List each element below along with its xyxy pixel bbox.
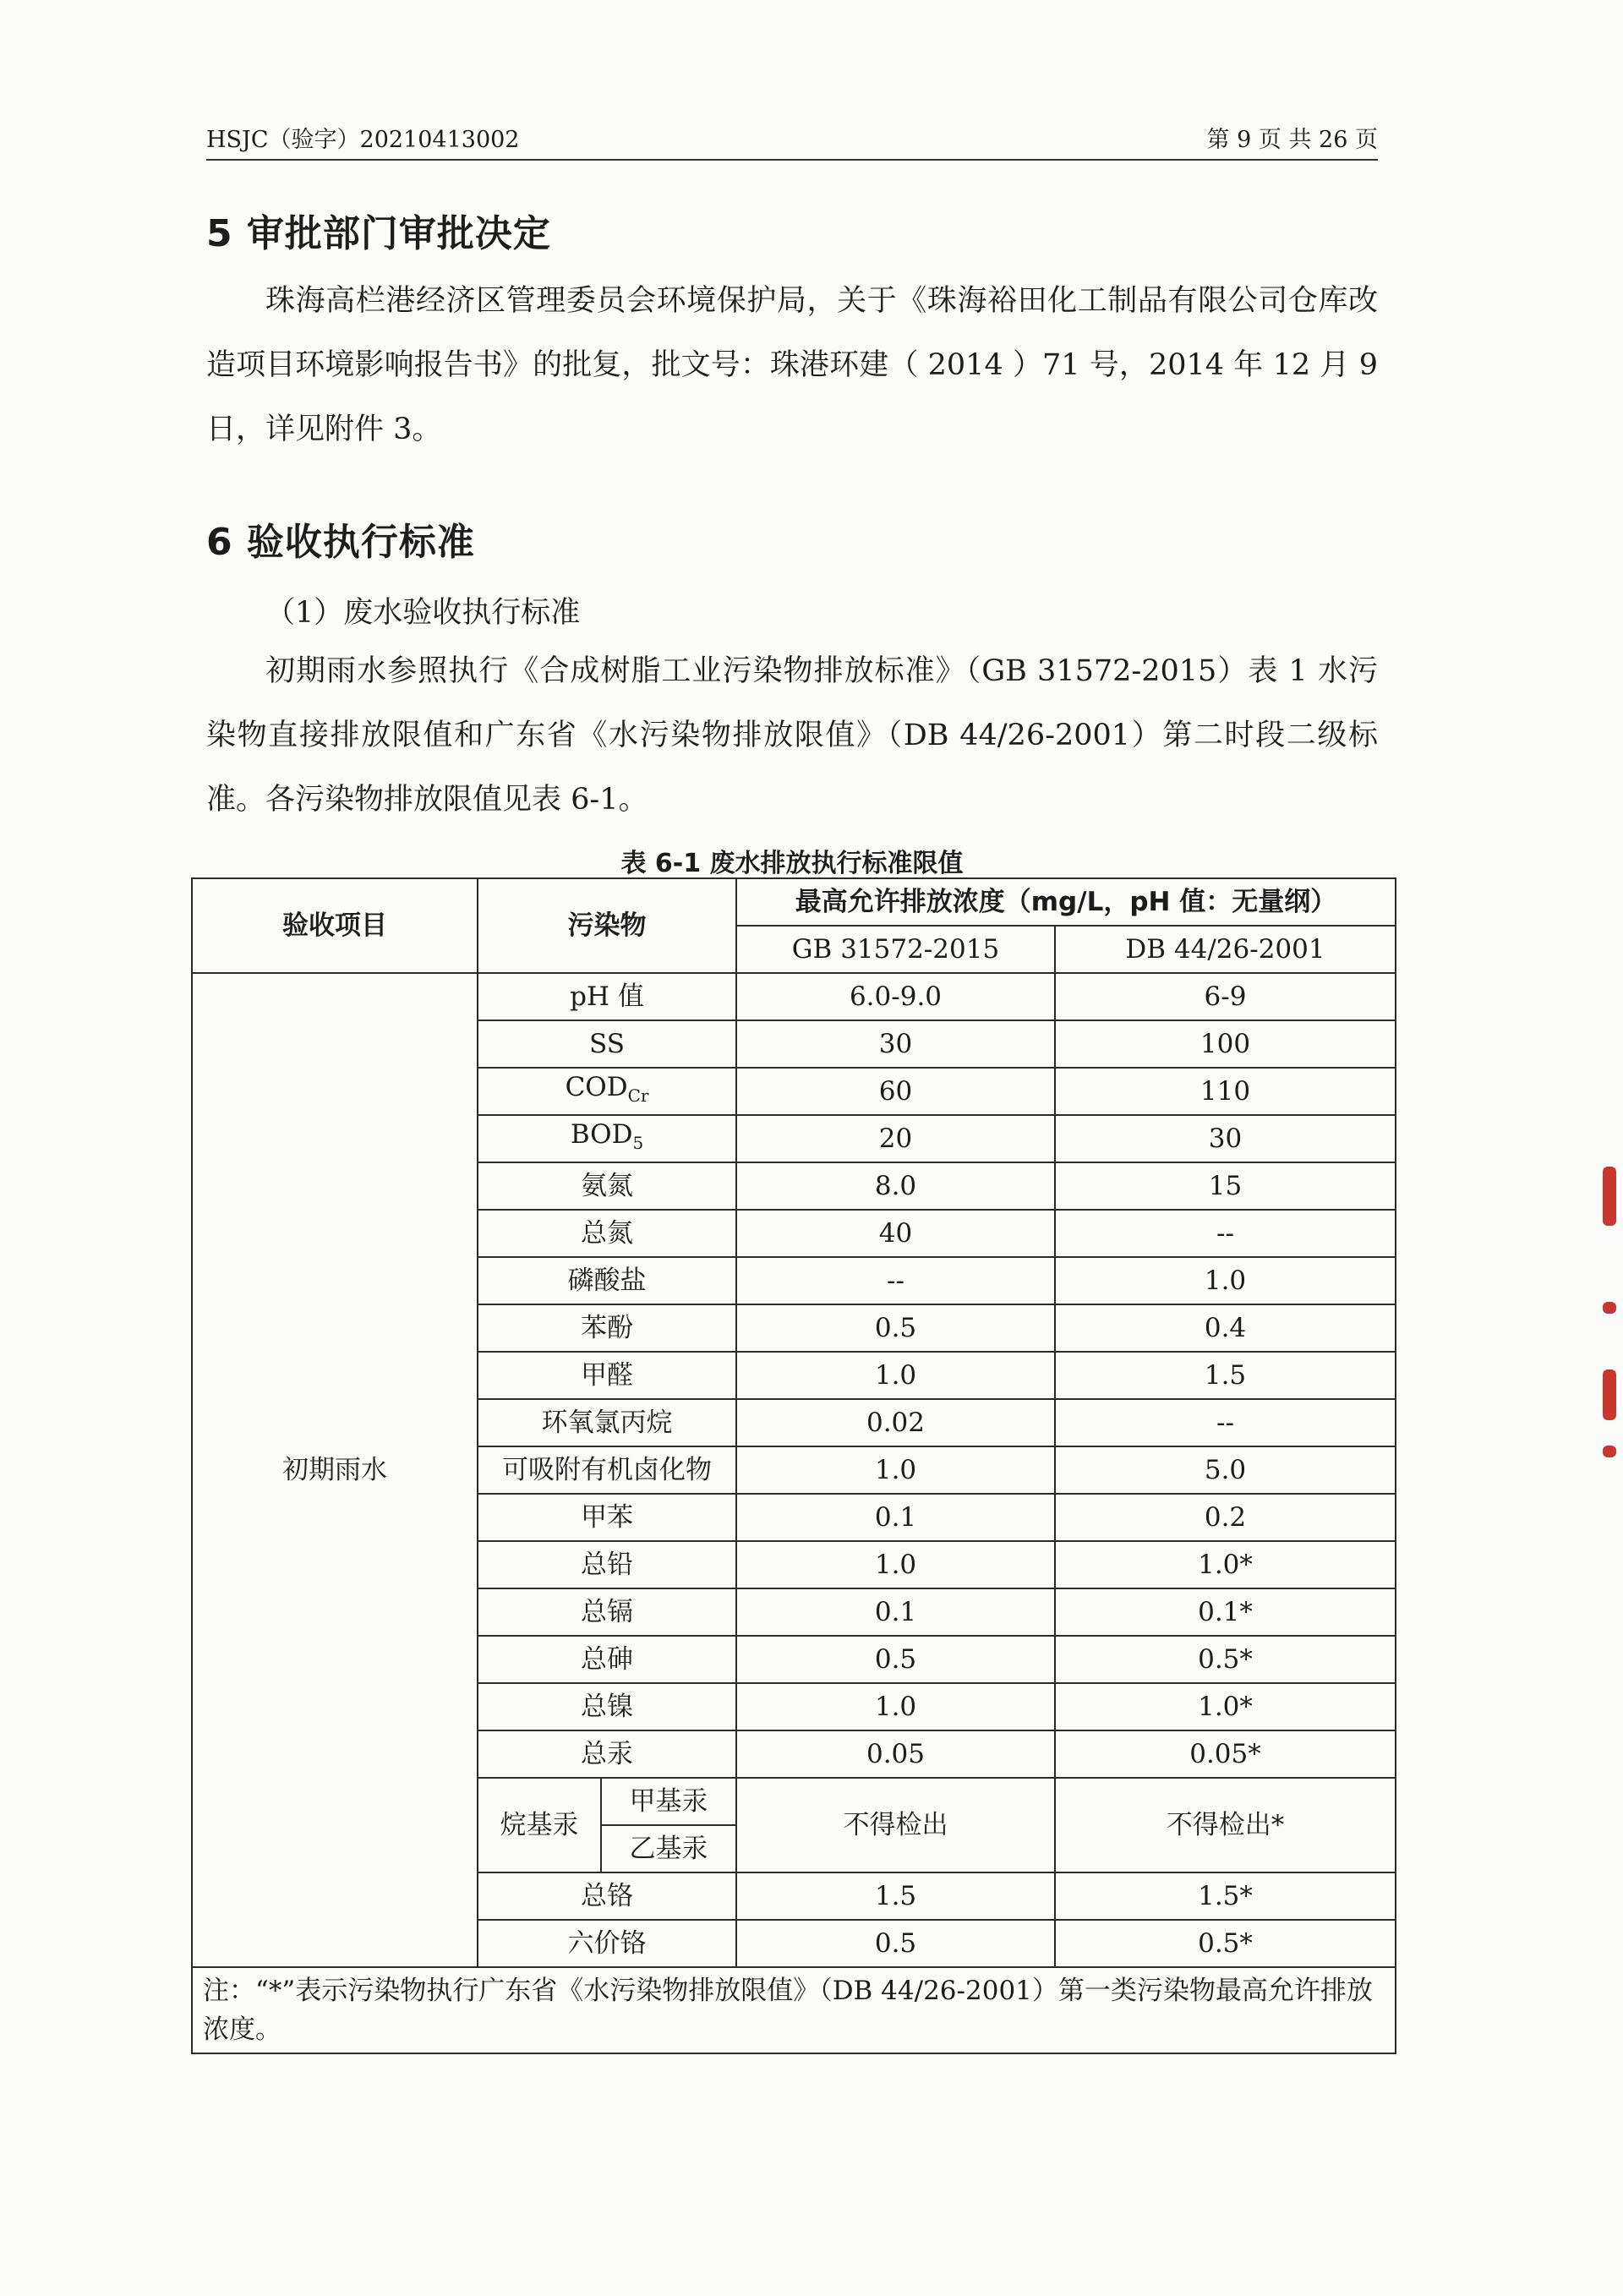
db-limit-value: 0.5*: [1055, 1636, 1396, 1683]
header-gb-standard: GB 31572-2015: [736, 926, 1055, 973]
db-limit-value: 1.0*: [1055, 1541, 1396, 1588]
page-header: [206, 123, 1378, 161]
seal-edge-mark: [1603, 1302, 1616, 1314]
pollutant-label: 总砷: [581, 1644, 633, 1675]
pollutant-label: 总铬: [581, 1881, 633, 1911]
gb-limit-value: 1.0: [736, 1352, 1055, 1399]
db-limit-value: --: [1055, 1399, 1396, 1446]
page-number: 第 9 页 共 26 页: [1206, 127, 1378, 153]
gb-limit-value: 0.5: [736, 1636, 1055, 1683]
methylmercury-name: 甲基汞: [601, 1778, 736, 1825]
db-limit-value: 0.2: [1055, 1494, 1396, 1541]
pollutant-name: [478, 1068, 736, 1115]
pollutant-label: 甲醛: [581, 1360, 633, 1391]
pollutant-label: 氨氮: [581, 1171, 633, 1201]
gb-limit-value: 8.0: [736, 1162, 1055, 1210]
gb-limit-value: --: [736, 1257, 1055, 1304]
gb-limit-value: 1.0: [736, 1446, 1055, 1494]
table-note: 注：“*”表示污染物执行广东省《水污染物排放限值》（DB 44/26-2001）第一类污染物最高允许排放浓度。: [192, 1967, 1396, 2053]
header-pollutant: 污染物: [478, 878, 736, 973]
db-limit-value: 1.5: [1055, 1352, 1396, 1399]
gb-limit-value: 0.02: [736, 1399, 1055, 1446]
db-limit-value: 100: [1055, 1020, 1396, 1068]
table-row: [192, 973, 1396, 1020]
db-limit-value: --: [1055, 1210, 1396, 1257]
pollutant-subscript: 5: [632, 1133, 644, 1154]
pollutant-name: [478, 1162, 736, 1210]
db-limit-value: 110: [1055, 1068, 1396, 1115]
header-item: 验收项目: [192, 878, 478, 973]
pollutant-name: [478, 1399, 736, 1446]
table-note-row: [192, 1967, 1396, 2053]
pollutant-name: [478, 1541, 736, 1588]
pollutant-name: [478, 1730, 736, 1778]
pollutant-label: 总铅: [581, 1550, 633, 1580]
gb-limit-value: 0.1: [736, 1588, 1055, 1636]
pollutant-label: 可吸附有机卤化物: [502, 1455, 712, 1485]
pollutant-label: 总汞: [581, 1739, 633, 1769]
ethylmercury-name: 乙基汞: [601, 1825, 736, 1872]
gb-limit-value: 30: [736, 1020, 1055, 1068]
db-limit-value: 0.4: [1055, 1304, 1396, 1352]
gb-limit-value: 0.1: [736, 1494, 1055, 1541]
pollutant-name: [478, 1494, 736, 1541]
pollutant-name: [478, 973, 736, 1020]
gb-limit-value: 不得检出: [736, 1778, 1055, 1872]
seal-edge-mark: [1603, 1446, 1616, 1457]
header-limit: 最高允许排放浓度（mg/L，pH 值：无量纲）: [736, 878, 1396, 926]
pollutant-name: [478, 1304, 736, 1352]
pollutant-label: 总镍: [581, 1692, 633, 1722]
gb-limit-value: 1.0: [736, 1683, 1055, 1730]
alkyl-mercury-group: 烷基汞: [478, 1778, 601, 1872]
db-limit-value: 0.05*: [1055, 1730, 1396, 1778]
pollutant-label: pH 值: [570, 981, 644, 1012]
db-limit-value: 6-9: [1055, 973, 1396, 1020]
table-header-row: [192, 878, 1396, 926]
standards-table: [191, 877, 1396, 2054]
seal-edge-mark: [1603, 1369, 1616, 1420]
pollutant-label: 苯酚: [581, 1313, 633, 1343]
pollutant-label: 磷酸盐: [567, 1266, 647, 1296]
gb-limit-value: 0.5: [736, 1304, 1055, 1352]
section-6-paragraph: 初期雨水参照执行《合成树脂工业污染物排放标准》（GB 31572-2015）表 1 水污染物直接排放限值和广东省《水污染物排放限值》（DB 44/26-2001）第二时段二级标准。各污染物排放限值见表 6-1。: [206, 654, 1378, 817]
pollutant-name: [478, 1446, 736, 1494]
db-limit-value: 0.1*: [1055, 1588, 1396, 1636]
gb-limit-value: 60: [736, 1068, 1055, 1115]
category-cell: 初期雨水: [192, 973, 478, 1967]
pollutant-label: 六价铬: [567, 1928, 647, 1959]
pollutant-name: [478, 1352, 736, 1399]
gb-limit-value: 1.0: [736, 1541, 1055, 1588]
pollutant-label: 环氧氯丙烷: [541, 1408, 673, 1438]
pollutant-label: SS: [589, 1029, 625, 1059]
pollutant-label: COD: [565, 1071, 628, 1102]
section-5-title: 5 审批部门审批决定: [206, 212, 551, 255]
pollutant-name: [478, 1872, 736, 1920]
db-limit-value: 15: [1055, 1162, 1396, 1210]
section-6-subheading: （1）废水验收执行标准: [265, 596, 581, 630]
db-limit-value: 1.0: [1055, 1257, 1396, 1304]
pollutant-name: [478, 1588, 736, 1636]
gb-limit-value: 40: [736, 1210, 1055, 1257]
header-db-standard: DB 44/26-2001: [1055, 926, 1396, 973]
pollutant-label: 甲苯: [581, 1502, 633, 1533]
db-limit-value: 5.0: [1055, 1446, 1396, 1494]
pollutant-label: BOD: [570, 1118, 633, 1150]
db-limit-value: 30: [1055, 1115, 1396, 1162]
pollutant-name: [478, 1683, 736, 1730]
pollutant-subscript: Cr: [627, 1085, 649, 1107]
pollutant-name: [478, 1257, 736, 1304]
db-limit-value: 1.0*: [1055, 1683, 1396, 1730]
pollutant-name: [478, 1920, 736, 1967]
document-id: HSJC（验字）20210413002: [206, 127, 520, 153]
pollutant-label: 总氮: [581, 1218, 633, 1249]
gb-limit-value: 0.5: [736, 1920, 1055, 1967]
gb-limit-value: 6.0-9.0: [736, 973, 1055, 1020]
pollutant-name: [478, 1020, 736, 1068]
gb-limit-value: 0.05: [736, 1730, 1055, 1778]
gb-limit-value: 1.5: [736, 1872, 1055, 1920]
db-limit-value: 0.5*: [1055, 1920, 1396, 1967]
db-limit-value: 1.5*: [1055, 1872, 1396, 1920]
section-5-paragraph: 珠海高栏港经济区管理委员会环境保护局，关于《珠海裕田化工制品有限公司仓库改造项目环境影响报告书》的批复，批文号：珠港环建（ 2014 ）71 号，2014 年 12 月 9 日，详见附件 3。: [206, 284, 1378, 446]
section-6-title: 6 验收执行标准: [206, 521, 475, 564]
pollutant-label: 总镉: [581, 1597, 633, 1627]
table-caption: 表 6-1 废水排放执行标准限值: [620, 849, 964, 878]
db-limit-value: 不得检出*: [1055, 1778, 1396, 1872]
gb-limit-value: 20: [736, 1115, 1055, 1162]
pollutant-name: [478, 1636, 736, 1683]
pollutant-name: [478, 1115, 736, 1162]
pollutant-name: [478, 1210, 736, 1257]
seal-edge-mark: [1603, 1167, 1616, 1226]
